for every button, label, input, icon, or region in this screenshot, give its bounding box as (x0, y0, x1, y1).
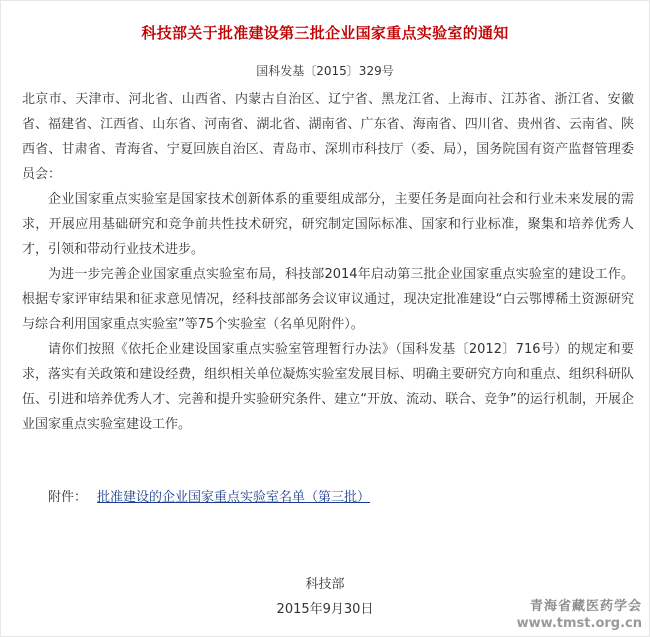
watermark-url: www.tmst.org.cn (516, 616, 642, 631)
watermark (517, 598, 642, 632)
signature-date: 2015年9月30日 (276, 602, 374, 617)
document-number: 国科发基〔2015〕329号 (256, 64, 394, 78)
recipients-paragraph: 北京市、天津市、河北省、山西省、内蒙古自治区、辽宁省、黑龙江省、上海市、江苏省、浙江省、安徽省、福建省、江西省、山东省、河南省、湖北省、湖南省、广东省、海南省、四川省、贵州省、云南省、陕西省、甘肃省、青海省、宁夏回族自治区、青岛市、深圳市科技厅（委、局），国务院国有资产监督管理委员会： (22, 92, 634, 182)
body-paragraph-1: 企业国家重点实验室是国家技术创新体系的重要组成部分，主要任务是面向社会和行业未来发展的需求，开展应用基础研究和竞争前共性技术研究，研究制定国际标准、国家和行业标准，聚集和培养优秀人才，引领和带动行业技术进步。 (22, 192, 634, 257)
attachment-label: 附件： (48, 490, 88, 505)
body-paragraph-3: 请你们按照《依托企业建设国家重点实验室管理暂行办法》（国科发基〔2012〕716号）的规定和要求，落实有关政策和建设经费，组织相关单位凝炼实验室发展目标、明确主要研究方向和重点、组织科研队伍、引进和培养优秀人才、完善和提升实验研究条件、建立“开放、流动、联合、竞争”的运行机制，开展企业国家重点实验室建设工作。 (22, 342, 634, 432)
body-paragraph-2: 为进一步完善企业国家重点实验室布局，科技部2014年启动第三批企业国家重点实验室的建设工作。根据专家评审结果和征求意见情况，经科技部部务会议审议通过，现决定批准建设“白云鄂博稀土资源研究与综合利用国家重点实验室”等75个实验室（名单见附件）。 (22, 267, 634, 332)
document-title: 科技部关于批准建设第三批企业国家重点实验室的通知 (141, 24, 509, 42)
attachment-line (48, 487, 370, 509)
attachment-link[interactable]: 批准建设的企业国家重点实验室名单（第三批） (97, 490, 371, 505)
document-body (22, 87, 634, 437)
signer: 科技部 (305, 577, 345, 592)
watermark-name: 青海省藏医药学会 (529, 599, 642, 614)
